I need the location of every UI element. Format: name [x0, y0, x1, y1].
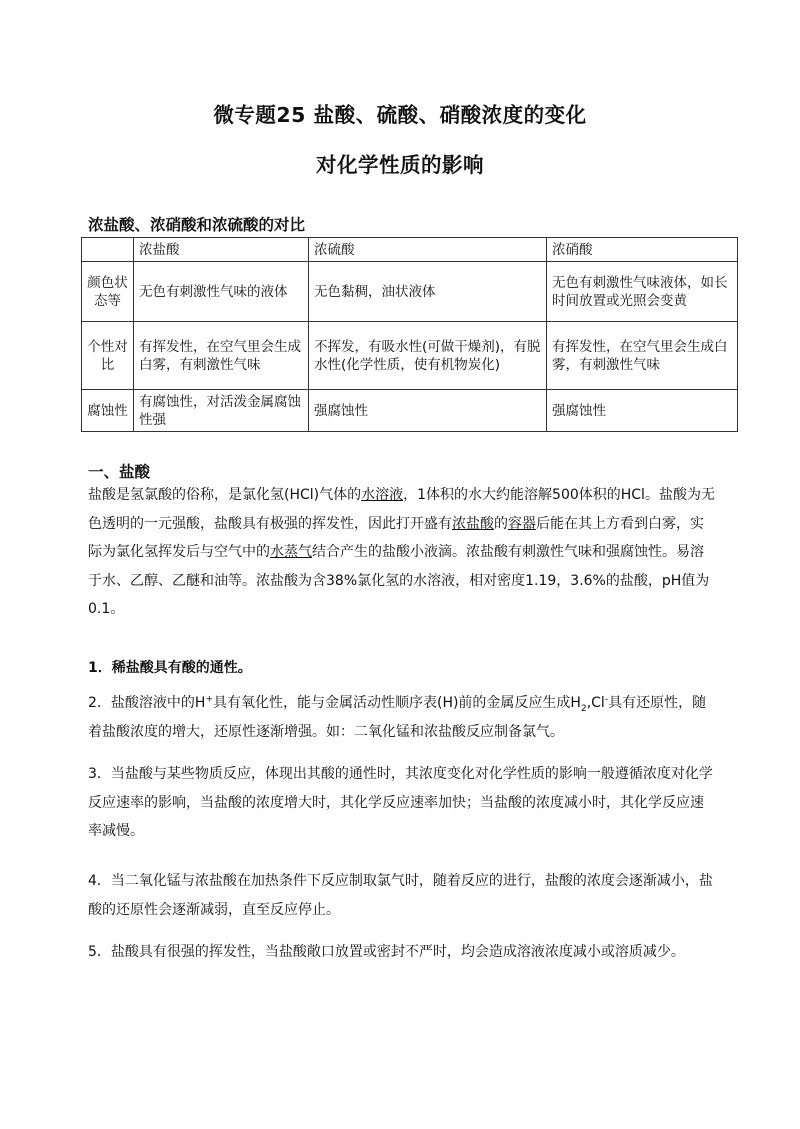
container-link[interactable]: 容器	[508, 515, 536, 532]
subscript: 2	[580, 703, 587, 714]
table-cell: 有挥发性，在空气里会生成白雾，有刺激性气味	[547, 322, 738, 390]
hcl-intro-paragraph	[88, 481, 716, 624]
list-item-3: 3．当盐酸与某些物质反应，体现出其酸的通性时，其浓度变化对化学性质的影响一般遵循浓度对化学反应速率的影响，当盐酸的浓度增大时，其化学反应速率加快；当盐酸的浓度减小时，其化学反应速率减慢。	[88, 766, 713, 839]
table-cell: 强腐蚀性	[547, 390, 738, 432]
item-text: 具有氧化性，能与金属活动性顺序表(H)前的金属反应生成H	[212, 695, 581, 711]
table-cell: 强腐蚀性	[309, 390, 547, 432]
table-section-heading: 浓盐酸、浓硝酸和浓硫酸的对比	[88, 216, 306, 234]
superscript: -	[604, 694, 609, 705]
table-cell: 无色有刺激性气味液体，如长时间放置或光照会变黄	[547, 262, 738, 322]
item-text: 2．盐酸溶液中的H	[88, 695, 206, 711]
comparison-table	[81, 237, 738, 432]
table-row-label: 腐蚀性	[82, 390, 134, 432]
table-row-label: 个性对比	[82, 322, 134, 390]
intro-text: 结合产生的盐酸小液滴。浓盐酸有刺激性气味和强腐蚀性。易溶于水、乙醇、乙醚和油等。浓盐酸为含38%氯化氢的水溶液，相对密度1.19，3.6%的盐酸，pH值为0.1。	[88, 544, 710, 617]
table-header-cell: 浓硫酸	[309, 238, 547, 262]
concentrated-hcl-link[interactable]: 浓盐酸	[452, 515, 494, 532]
list-item-4: 4．当二氧化锰与浓盐酸在加热条件下反应制取氯气时，随着反应的进行，盐酸的浓度会逐渐减小，盐酸的还原性会逐渐减弱，直至反应停止。	[88, 873, 713, 918]
item-text: 具有还原性，随着盐酸浓度的增大，还原性逐渐增强。如：二氧化锰和浓盐酸反应制备氯气。	[88, 695, 707, 740]
hcl-section-heading: 一、盐酸	[88, 463, 151, 481]
intro-text: 后能在其上方看到白雾，实际为氯化氢挥发后与空气中的	[88, 515, 704, 560]
table-row	[82, 322, 738, 390]
table-cell: 有腐蚀性，对活泼金属腐蚀性强	[134, 390, 309, 432]
document-title-line-2: 对化学性质的影响	[316, 153, 484, 177]
table-header-row	[82, 238, 738, 262]
aqueous-solution-link[interactable]: 水溶液	[361, 487, 404, 503]
table-row-label: 颜色状态等	[82, 262, 134, 322]
table-row	[82, 390, 738, 432]
list-item-1: 1．稀盐酸具有酸的通性。	[88, 660, 252, 676]
table-cell: 无色黏稠，油状液体	[309, 262, 547, 322]
intro-text: ，1体积的水大约能溶解500体积的HCl。盐酸为无色透明的一元强酸，盐酸具有极强的挥发性，因此打开盛有	[88, 487, 715, 532]
table-row	[82, 262, 738, 322]
table-header-cell	[82, 238, 134, 262]
water-vapor-link[interactable]: 水蒸气	[270, 544, 312, 560]
item-text: ,Cl	[586, 695, 605, 711]
intro-text: 的	[494, 515, 508, 532]
table-header-cell: 浓硝酸	[547, 238, 738, 262]
table-cell: 无色有刺激性气味的液体	[134, 262, 309, 322]
document-title-line-1: 微专题25 盐酸、硫酸、硝酸浓度的变化	[213, 103, 587, 127]
table-cell: 不挥发，有吸水性(可做干燥剂)，有脱水性(化学性质，使有机物炭化)	[309, 322, 547, 390]
list-item-5: 5．盐酸具有很强的挥发性，当盐酸敞口放置或密封不严时，均会造成溶液浓度减小或溶质减少。	[88, 944, 685, 960]
intro-text: 盐酸是氢氯酸的俗称，是氯化氢(HCl)气体的	[88, 487, 362, 503]
superscript: +	[205, 694, 213, 705]
list-item-2	[88, 689, 716, 746]
table-cell: 有挥发性，在空气里会生成白雾，有刺激性气味	[134, 322, 309, 390]
table-header-cell: 浓盐酸	[134, 238, 309, 262]
